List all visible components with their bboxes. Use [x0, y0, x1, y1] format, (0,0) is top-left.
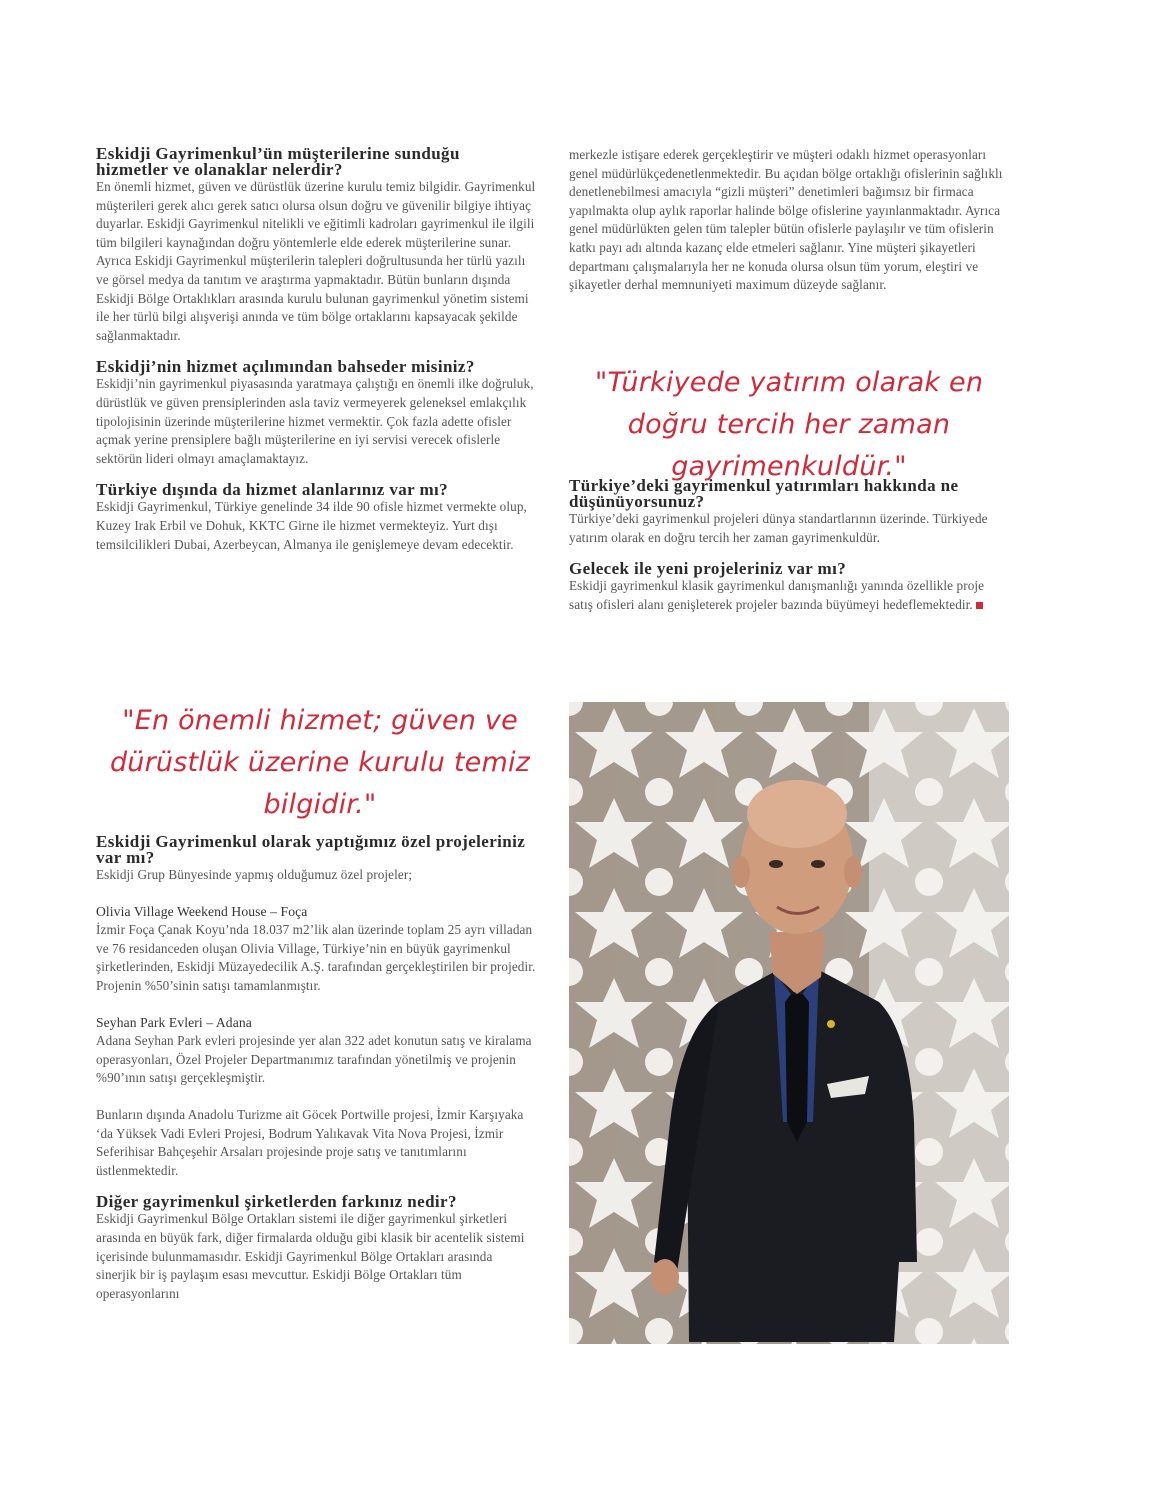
question-heading: Türkiye’deki gayrimenkul yatırımları hakkında ne düşünüyorsunuz?	[569, 476, 959, 511]
section-services	[96, 146, 536, 345]
answer-text: Eskidji Gayrimenkul, Türkiye genelinde 34 ilde 90 ofisle hizmet vermekte olup, Kuzey Irak Erbil ve Dohuk, KKTC Girne ile hizmet vermekteyiz. Yurt dışı temsilcilikleri Dubai, Azerbeycan, Almanya ile genişlemeye devam edecektir.	[96, 499, 527, 552]
section-investment	[569, 478, 1009, 547]
portrait-photo	[569, 702, 1009, 1344]
end-mark-icon	[976, 602, 983, 609]
section-abroad	[96, 482, 536, 554]
answer-text: En önemli hizmet, güven ve dürüstlük üzerine kurulu temiz bilgidir. Gayrimenkul müşterileri gerek alıcı gerek satıcı olursa olsun doğru ve güvenilir bilgiye ihtiyaç duyarlar. Eskidji Gayrimenkul nitelikli ve eğitimli kadroları gayrimenkul ile ilgili tüm bilgileri kaynağından doğru yöntemlerle elde ederek müşterilerine sunar. Ayrıca Eskidji Gayrimenkul müşterilerin talepleri doğrultusunda her türlü yazılı ve görsel medya da tanıtım ve araştırma yapmaktadır. Bütün bunların dışında Eskidji Bölge Ortaklıkları arasında kurulu bulunan gayrimenkul yönetim sistemi ile her türlü bilgi alışverişi anında ve tüm bölge ortaklarını kapsayacak şekilde sağlanmaktadır.	[96, 179, 536, 343]
project-text: Bunların dışında Anadolu Turizme ait Göcek Portwille projesi, İzmir Karşıyaka ‘da Yüksek Vadi Evleri Projesi, Bodrum Yalıkavak Vita Nova Projesi, İzmir Seferihisar Bahçeşehir Arsaları projesinde proje satış ve tanıtımlarını üstlenmektedir.	[96, 1106, 524, 1178]
answer-span: Eskidji gayrimenkul klasik gayrimenkul danışmanlığı yanında özellikle proje satış ofisleri alanı genişleterek projeler bazında büyümeyi hedeflemektedir.	[569, 578, 985, 612]
portrait-illustration	[569, 702, 1009, 1344]
right-column-lower	[569, 478, 1009, 628]
pull-quote-left: "En önemli hizmet; güven ve dürüstlük üzerine kurulu temiz bilgidir."	[109, 705, 531, 820]
section-future	[569, 561, 1009, 614]
project-title: Seyhan Park Evleri – Adana	[96, 1014, 252, 1030]
question-heading: Türkiye dışında da hizmet alanlarınız var mı?	[96, 480, 449, 500]
section-difference	[96, 1194, 536, 1303]
left-column	[96, 146, 536, 568]
answer-text: Eskidji Grup Bünyesinde yapmış olduğumuz özel projeler;	[96, 867, 413, 882]
answer-text: Türkiye’deki gayrimenkul projeleri dünya standartlarının üzerinde. Türkiyede yatırım olarak en doğru tercih her zaman gayrimenkuldür.	[569, 511, 988, 545]
answer-text: Eskidji’nin gayrimenkul piyasasında yaratmaya çalıştığı en önemli ilke doğruluk, dürüstlük ve güven prensiplerinden asla taviz vermeyerek geleneksel emlakçılık tipolojisinin üzerinde müşterilerine hizmet vermektir. Çok fazla adette ofisler açmak yerine prensiplere bağlı müşterilerine en iyi servisi verecek ofislerle sektörün lideri olmayı amaçlamaktayız.	[96, 376, 534, 466]
project-text: İzmir Foça Çanak Koyu’nda 18.037 m2’lik alan üzerinde toplam 25 ayrı villadan ve 76 residanceden oluşan Olivia Village, Türkiye’nin en büyük gayrimenkul şirketlerinden, Eskidji Müzayedecilik A.Ş. tarafından gerçekleştirilen bir projedir. Projenin %50’sinin satışı tamamlanmıştır.	[96, 922, 536, 993]
answer-text: Eskidji Gayrimenkul Bölge Ortakları sistemi ile diğer gayrimenkul şirketleri arasında en büyük fark, diğer firmalarda olduğu gibi klasik bir acentelik sistemi içerisinde bulunmamasıdır. Eskidji Gayrimenkul Bölge Ortakları arasında sinerjik bir iş paylaşım esası mevcuttur. Eskidji Bölge Ortakları tüm operasyonlarını	[96, 1211, 525, 1301]
section-service-expansion	[96, 359, 536, 468]
left-column-lower	[96, 834, 536, 1317]
answer-text	[569, 577, 1009, 614]
question-heading: Eskidji Gayrimenkul olarak yaptığımız özel projeleriniz var mı?	[96, 832, 526, 867]
question-heading: Eskidji Gayrimenkul’ün müşterilerine sunduğu hizmetler ve olanaklar nelerdir?	[96, 144, 460, 179]
project-text: Adana Seyhan Park evleri projesinde yer alan 322 adet konutun satış ve kiralama operasyonları, Özel Projeler Departmanımız tarafından yönetilmiş ve projenin %90’ının satışı gerçekleşmiştir.	[96, 1033, 532, 1086]
pull-quote-right: "Türkiyede yatırım olarak en doğru tercih her zaman gayrimenkuldür."	[594, 367, 984, 482]
continued-text: merkezle istişare ederek gerçekleştirir ve müşteri odaklı hizmet operasyonları genel müdürlükçedenetlenmektedir. Bu açıdan bölge ortaklığı ofislerinin sağlıklı denetlenebilmesi amacıyla “gizli müşteri” denetimleri bağımsız bir firmaca yapılmakta olup aylık raporlar halinde bölge ofislerine yayınlanmaktadır. Ayrıca genel müdürlükten gelen tüm talepler bütün ofislerle paylaşılır ve tüm ofislerin katkı payı adı altında kazanç elde etmeleri sağlanır. Yine müşteri şikayetleri departmanı çalışmalarıyla her ne konuda olursa olsun tüm yorum, eleştiri ve şikayetler derhal memnuniyeti maximum düzeyde sağlanır.	[569, 147, 1003, 293]
right-column	[569, 146, 1009, 295]
question-heading: Eskidji’nin hizmet açılımından bahseder misiniz?	[96, 357, 475, 377]
section-special-projects	[96, 834, 536, 1180]
project-title: Olivia Village Weekend House – Foça	[96, 903, 308, 919]
question-heading: Gelecek ile yeni projeleriniz var mı?	[569, 559, 847, 579]
question-heading: Diğer gayrimenkul şirketlerden farkınız nedir?	[96, 1192, 457, 1212]
